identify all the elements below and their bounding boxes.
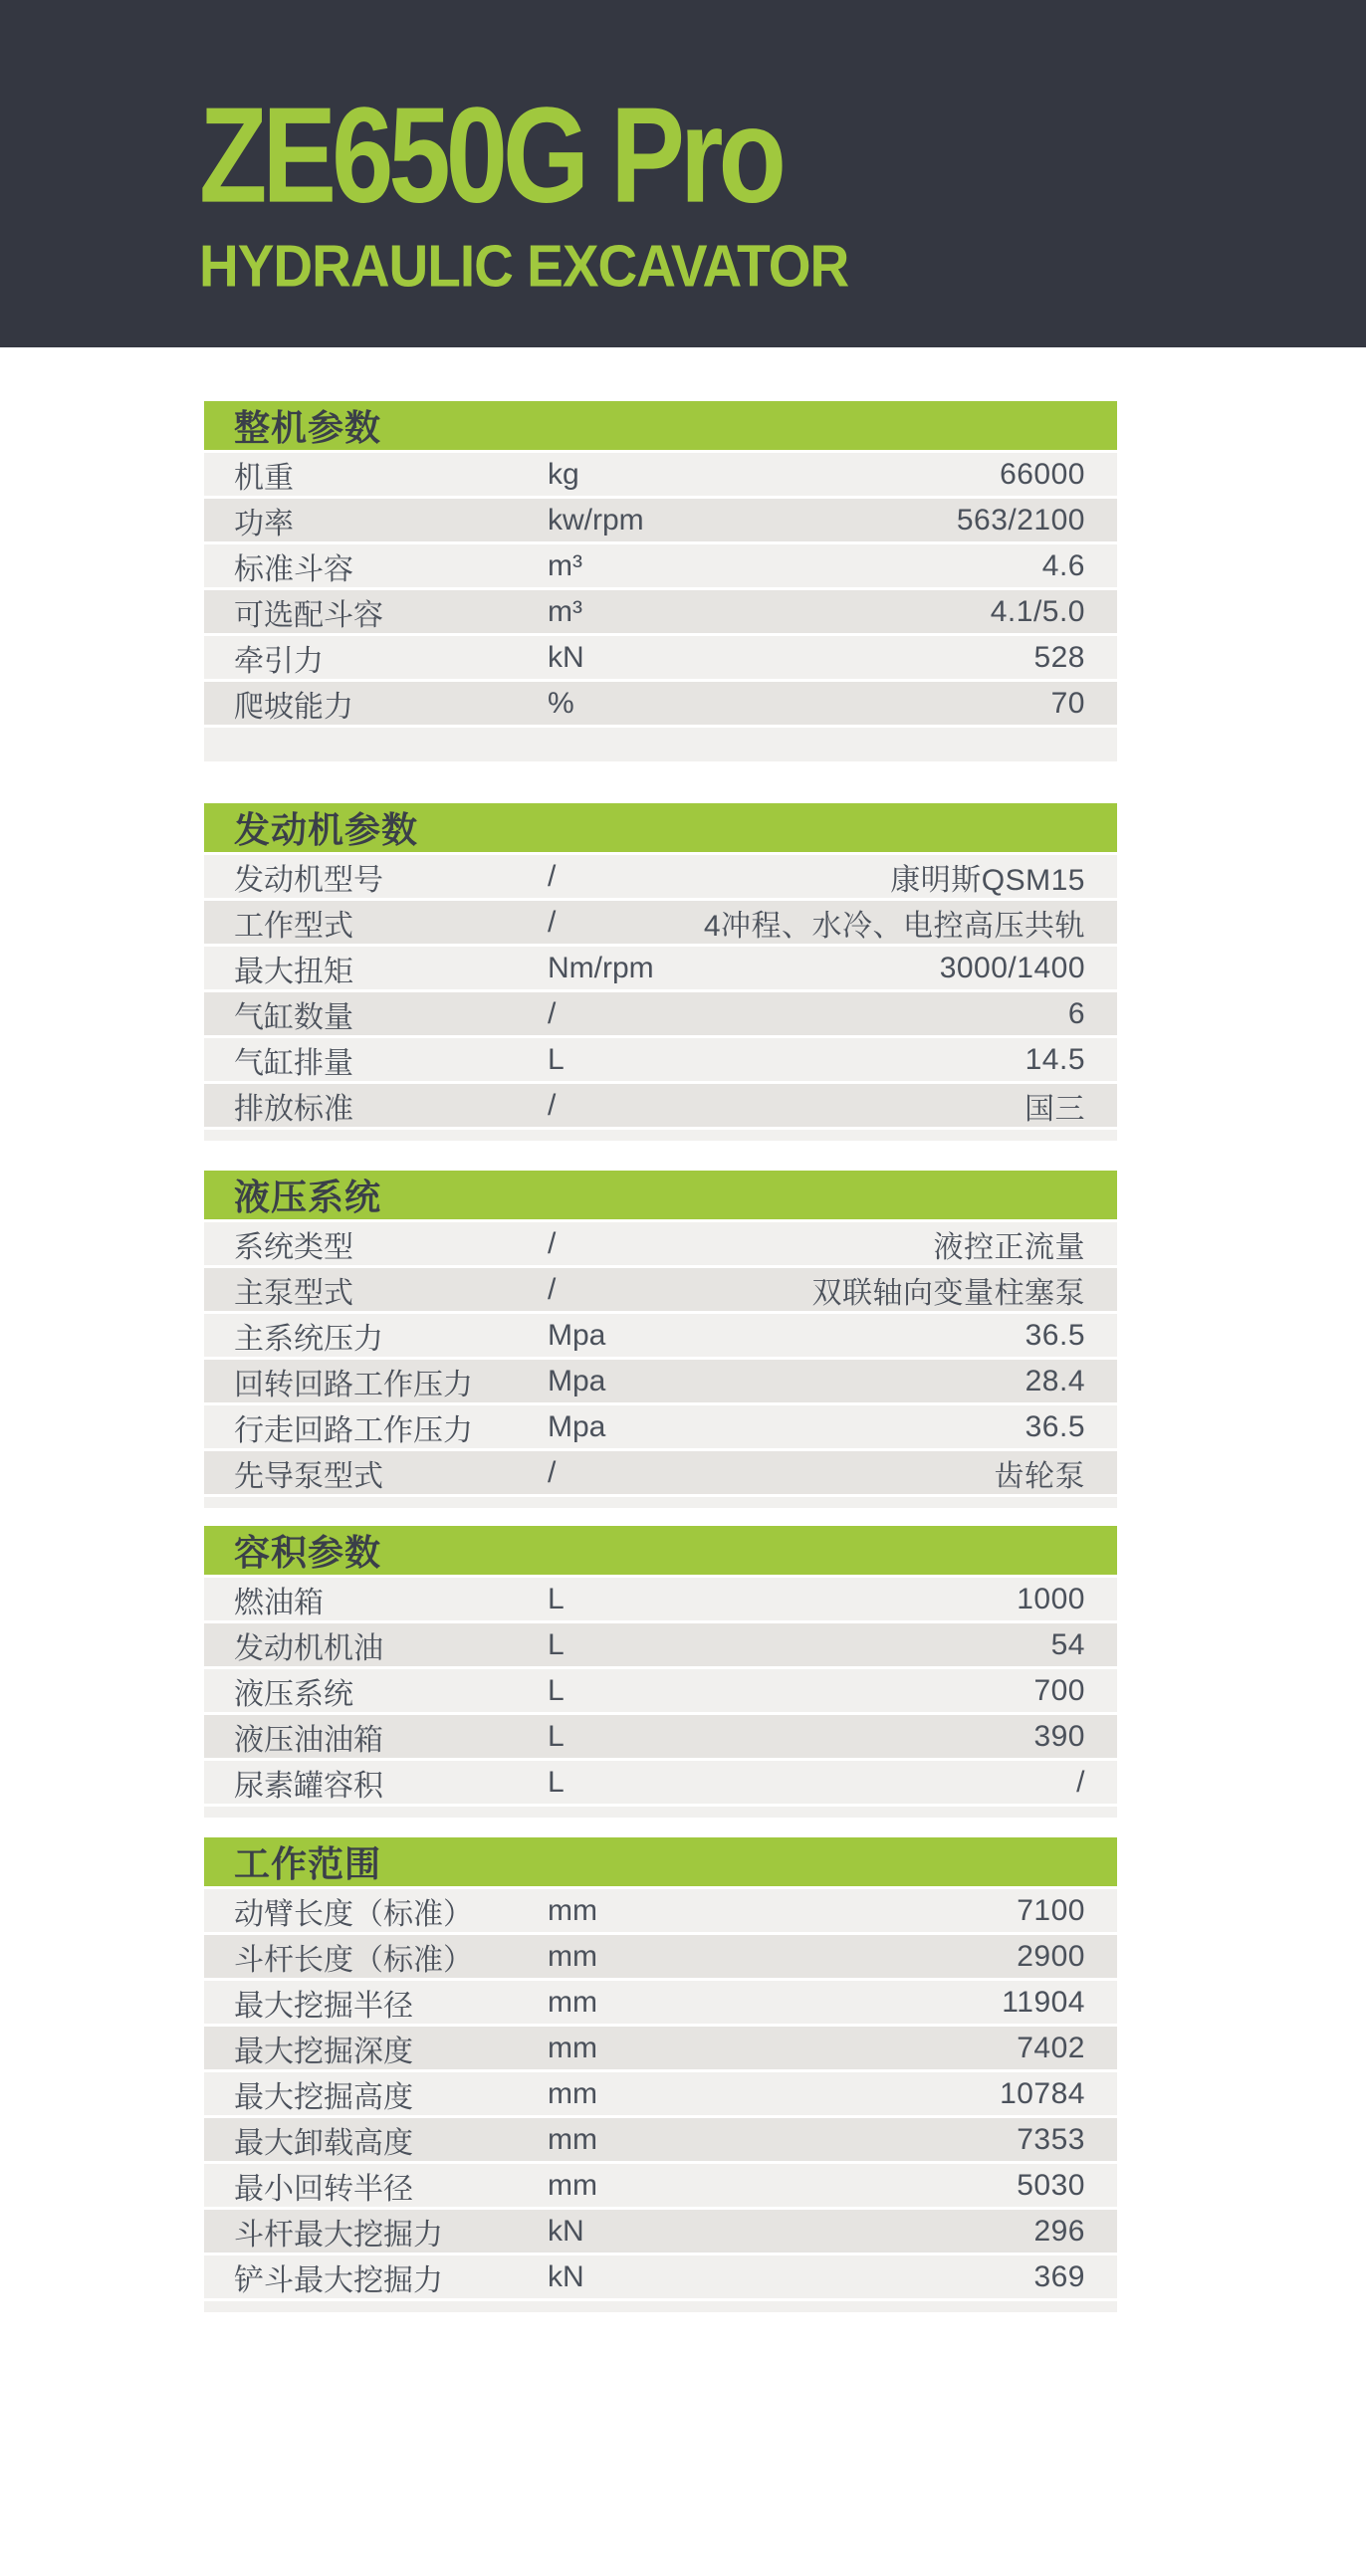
spec-unit: /: [548, 1272, 557, 1306]
spec-row: [204, 2207, 1117, 2253]
spec-label: 铲斗最大挖掘力: [234, 2263, 443, 2297]
spec-section: [204, 1526, 1117, 1818]
spec-unit: Mpa: [548, 1364, 606, 1397]
spec-value: 液控正流量: [933, 1230, 1085, 1264]
spec-row: [204, 2253, 1117, 2298]
spec-label: 最大卸载高度: [234, 2126, 413, 2160]
spec-unit: L: [548, 1627, 565, 1661]
spec-label: 最大挖掘高度: [234, 2080, 413, 2114]
spec-unit: m³: [548, 548, 582, 582]
spec-value: 7402: [1017, 2031, 1085, 2064]
spec-unit: kg: [548, 457, 579, 491]
section-title: 液压系统: [234, 1177, 382, 1217]
spec-unit: L: [548, 1719, 565, 1753]
spec-value: 6: [1067, 996, 1085, 1030]
blank-row: [204, 1127, 1117, 1141]
spec-unit: mm: [548, 2076, 597, 2110]
spec-row: [204, 1886, 1117, 1932]
spec-row: [204, 2115, 1117, 2161]
spec-label: 爬坡能力: [234, 690, 353, 724]
spec-label: 液压系统: [234, 1677, 353, 1711]
spec-value: 4.1/5.0: [990, 594, 1085, 628]
section-header-bar: [204, 803, 1117, 852]
spec-value: 369: [1033, 2259, 1085, 2293]
spec-unit: /: [548, 859, 557, 893]
spec-label: 功率: [234, 507, 294, 540]
section-header-bar: [204, 401, 1117, 450]
spec-unit: %: [548, 686, 574, 720]
spec-value: 7353: [1017, 2122, 1085, 2156]
spec-row: [204, 1311, 1117, 1357]
spec-value: 28.4: [1024, 1364, 1085, 1397]
product-subtitle: HYDRAULIC EXCAVATOR: [199, 232, 849, 300]
spec-value: 11904: [1002, 1985, 1085, 2019]
spec-value: 563/2100: [956, 503, 1085, 537]
spec-unit: mm: [548, 1939, 597, 1973]
section-header-bar: [204, 1837, 1117, 1886]
spec-row: [204, 898, 1117, 944]
spec-row: [204, 1035, 1117, 1081]
spec-unit: mm: [548, 2122, 597, 2156]
spec-label: 行走回路工作压力: [234, 1413, 473, 1447]
spec-label: 先导泵型式: [234, 1459, 383, 1493]
spec-label: 气缸数量: [234, 1000, 353, 1034]
spec-label: 标准斗容: [234, 552, 353, 586]
spec-row: [204, 2161, 1117, 2207]
spec-unit: kN: [548, 2259, 584, 2293]
section-rows: [204, 1886, 1117, 2298]
spec-section: [204, 401, 1117, 761]
spec-unit: /: [548, 1226, 557, 1260]
spec-value: 国三: [1024, 1092, 1085, 1126]
spec-unit: kw/rpm: [548, 503, 644, 537]
spec-label: 动臂长度（标准）: [234, 1897, 473, 1931]
section-rows: [204, 1575, 1117, 1804]
spec-unit: mm: [548, 1893, 597, 1927]
spec-label: 最大扭矩: [234, 955, 353, 988]
spec-unit: L: [548, 1582, 565, 1615]
spec-sections: [204, 401, 1117, 2312]
spec-unit: L: [548, 1673, 565, 1707]
spec-label: 可选配斗容: [234, 598, 383, 632]
spec-row: [204, 1448, 1117, 1494]
spec-row: [204, 1666, 1117, 1712]
spec-label: 燃油箱: [234, 1586, 324, 1619]
spec-value: /: [1076, 1765, 1085, 1799]
spec-value: 36.5: [1024, 1409, 1085, 1443]
spec-label: 回转回路工作压力: [234, 1368, 473, 1401]
spec-unit: L: [548, 1042, 565, 1076]
spec-unit: /: [548, 996, 557, 1030]
spec-label: 液压油油箱: [234, 1723, 383, 1757]
spec-row: [204, 1357, 1117, 1402]
spec-label: 机重: [234, 461, 294, 495]
spec-unit: kN: [548, 640, 584, 674]
blank-row: [204, 1494, 1117, 1508]
spec-label: 发动机机油: [234, 1631, 383, 1665]
spec-value: 70: [1050, 686, 1085, 720]
section-header-bar: [204, 1526, 1117, 1575]
spec-value: 康明斯QSM15: [890, 863, 1085, 897]
section-rows: [204, 1219, 1117, 1494]
spec-section: [204, 1837, 1117, 2312]
spec-row: [204, 1758, 1117, 1804]
spec-unit: L: [548, 1765, 565, 1799]
spec-label: 工作型式: [234, 909, 353, 943]
spec-value: 齿轮泵: [994, 1459, 1085, 1493]
spec-value: 14.5: [1024, 1042, 1085, 1076]
spec-row: [204, 1081, 1117, 1127]
spec-label: 系统类型: [234, 1230, 353, 1264]
spec-value: 700: [1033, 1673, 1085, 1707]
spec-value: 296: [1033, 2214, 1085, 2248]
spec-label: 排放标准: [234, 1092, 353, 1126]
spec-row: [204, 1219, 1117, 1265]
spec-value: 7100: [1017, 1893, 1085, 1927]
spec-value: 528: [1033, 640, 1085, 674]
spec-value: 36.5: [1024, 1318, 1085, 1352]
blank-row: [204, 2298, 1117, 2312]
spec-row: [204, 1620, 1117, 1666]
spec-label: 斗杆最大挖掘力: [234, 2218, 443, 2252]
spec-label: 最大挖掘半径: [234, 1989, 413, 2023]
spec-row: [204, 1575, 1117, 1620]
product-title: ZE650G Pro: [199, 79, 782, 231]
spec-row: [204, 450, 1117, 496]
spec-label: 主泵型式: [234, 1276, 353, 1310]
spec-unit: kN: [548, 2214, 584, 2248]
spec-row: [204, 1932, 1117, 1978]
section-title: 容积参数: [234, 1532, 382, 1573]
spec-row: [204, 989, 1117, 1035]
spec-value: 双联轴向变量柱塞泵: [811, 1276, 1085, 1310]
spec-label: 发动机型号: [234, 863, 383, 897]
spec-section: [204, 1171, 1117, 1508]
spec-value: 54: [1050, 1627, 1085, 1661]
section-rows: [204, 450, 1117, 725]
spec-unit: /: [548, 905, 557, 939]
spec-row: [204, 496, 1117, 541]
spec-label: 主系统压力: [234, 1322, 383, 1356]
spec-value: 1000: [1017, 1582, 1085, 1615]
spec-label: 斗杆长度（标准）: [234, 1943, 473, 1977]
hero-banner: [0, 0, 1366, 347]
spec-label: 牵引力: [234, 644, 324, 678]
spec-value: 4.6: [1041, 548, 1085, 582]
spec-row: [204, 1712, 1117, 1758]
section-title: 整机参数: [234, 407, 382, 448]
spec-row: [204, 541, 1117, 587]
spec-label: 尿素罐容积: [234, 1769, 383, 1803]
spec-unit: Mpa: [548, 1318, 606, 1352]
spec-section: [204, 803, 1117, 1141]
spec-unit: Nm/rpm: [548, 951, 654, 984]
spec-row: [204, 679, 1117, 725]
section-title: 工作范围: [234, 1843, 382, 1884]
spec-unit: Mpa: [548, 1409, 606, 1443]
spec-value: 390: [1033, 1719, 1085, 1753]
spec-row: [204, 944, 1117, 989]
spec-unit: /: [548, 1088, 557, 1122]
spec-row: [204, 1265, 1117, 1311]
spec-label: 最小回转半径: [234, 2172, 413, 2206]
spec-unit: mm: [548, 1985, 597, 2019]
spec-row: [204, 1402, 1117, 1448]
spec-row: [204, 852, 1117, 898]
spec-value: 2900: [1017, 1939, 1085, 1973]
spec-row: [204, 1978, 1117, 2024]
spec-unit: /: [548, 1455, 557, 1489]
spec-row: [204, 2024, 1117, 2069]
spec-value: 5030: [1017, 2168, 1085, 2202]
section-header-bar: [204, 1171, 1117, 1219]
spec-row: [204, 633, 1117, 679]
spec-row: [204, 587, 1117, 633]
blank-row: [204, 725, 1117, 761]
spec-value: 10784: [1000, 2076, 1085, 2110]
spec-value: 3000/1400: [939, 951, 1085, 984]
spec-value: 66000: [1000, 457, 1085, 491]
spec-label: 最大挖掘深度: [234, 2035, 413, 2068]
spec-row: [204, 2069, 1117, 2115]
section-title: 发动机参数: [234, 809, 419, 850]
spec-label: 气缸排量: [234, 1046, 353, 1080]
spec-value: 4冲程、水冷、电控高压共轨: [703, 909, 1085, 943]
blank-row: [204, 1804, 1117, 1818]
spec-unit: mm: [548, 2168, 597, 2202]
spec-unit: m³: [548, 594, 582, 628]
spec-unit: mm: [548, 2031, 597, 2064]
section-rows: [204, 852, 1117, 1127]
